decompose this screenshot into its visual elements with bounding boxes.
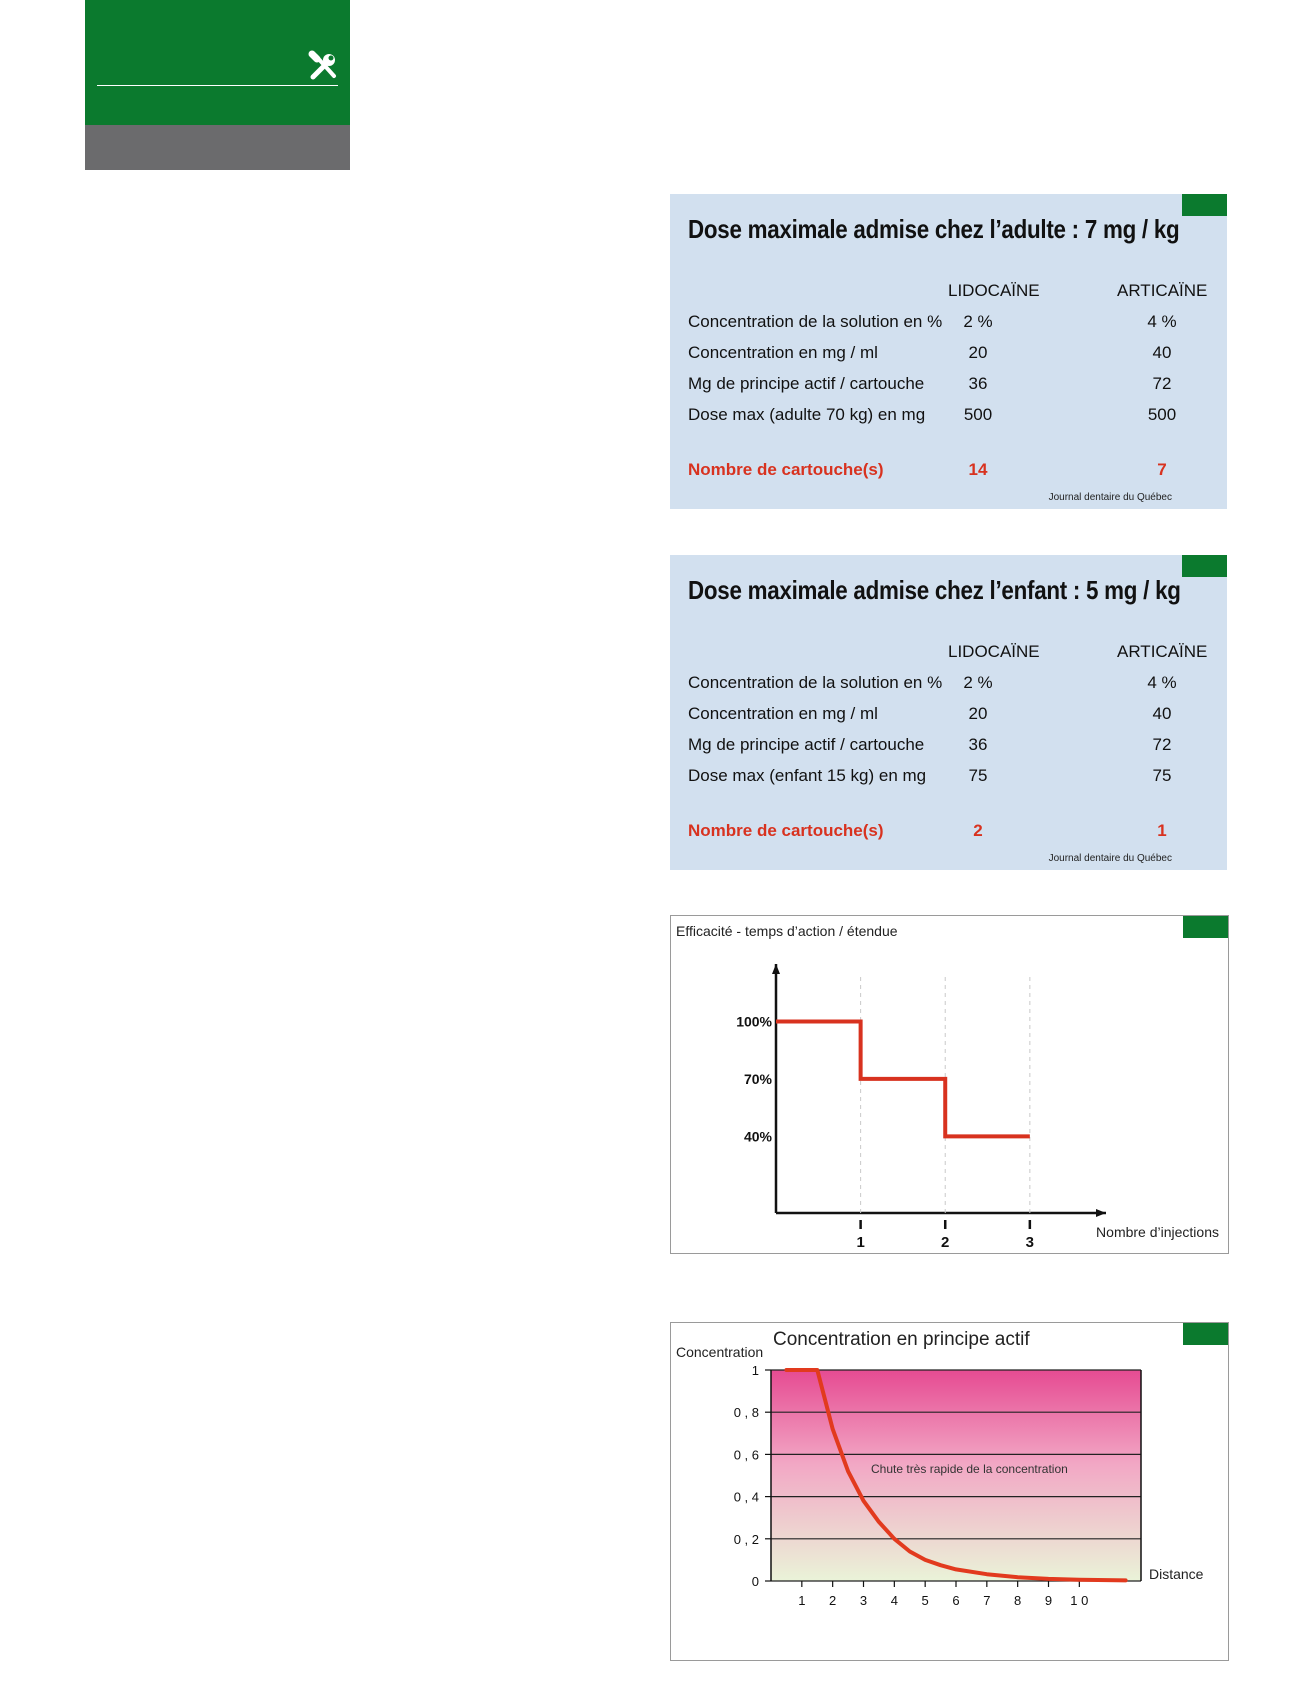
total-row xyxy=(688,821,1207,845)
row-label: Dose max (adulte 70 kg) en mg xyxy=(688,405,926,424)
col-lidocaine: LIDOCAÏNE xyxy=(948,281,1040,300)
x-tick-label: 3 xyxy=(859,1593,868,1608)
chart-annotation: Chute très rapide de la concentration xyxy=(871,1462,1068,1476)
x-tick-label: 6 xyxy=(952,1593,960,1608)
total-row xyxy=(688,460,1207,484)
x-axis-label: Nombre d’injections xyxy=(1096,1224,1219,1240)
arti-value: 75 xyxy=(1152,766,1172,785)
row-label: Mg de principe actif / cartouche xyxy=(688,374,925,393)
table-row xyxy=(688,766,1207,790)
concentration-chart xyxy=(671,1323,1226,1658)
arti-value: 72 xyxy=(1152,374,1172,393)
efficacy-chart-panel xyxy=(670,915,1229,1254)
table-row xyxy=(688,343,1207,367)
figure-tag xyxy=(1183,1323,1228,1345)
child-dose-title: Dose maximale admise chez l’enfant : 5 mg / kg xyxy=(688,575,1181,605)
section-header xyxy=(85,0,350,125)
x-tick-label: 7 xyxy=(983,1593,991,1608)
lido-total: 14 xyxy=(968,460,988,479)
x-axis-label: Distance xyxy=(1149,1566,1204,1582)
arti-value: 500 xyxy=(1147,405,1177,424)
table-row xyxy=(688,673,1207,697)
source-note: Journal dentaire du Québec xyxy=(1048,492,1172,503)
row-label: Concentration en mg / ml xyxy=(688,343,878,362)
y-tick-label: 0 , 6 xyxy=(733,1447,759,1463)
table-row xyxy=(688,735,1207,759)
row-label: Concentration en mg / ml xyxy=(688,704,878,723)
lido-total: 2 xyxy=(973,821,983,840)
lido-value: 2 % xyxy=(963,312,993,331)
y-tick-label: 0 , 8 xyxy=(733,1405,759,1421)
arti-value: 4 % xyxy=(1147,312,1177,331)
lido-value: 2 % xyxy=(963,673,993,692)
child-dose-table xyxy=(670,555,1227,870)
arti-value: 72 xyxy=(1152,735,1172,754)
x-tick-label: 3 xyxy=(1025,1234,1035,1251)
table-header-row xyxy=(688,642,1207,666)
row-label: Mg de principe actif / cartouche xyxy=(688,735,925,754)
figure-tag xyxy=(1182,194,1227,216)
arti-value: 40 xyxy=(1152,343,1172,362)
arti-total: 7 xyxy=(1157,460,1167,479)
y-axis-arrow xyxy=(772,964,780,974)
lido-value: 36 xyxy=(968,735,988,754)
section-subheader xyxy=(85,125,350,170)
figure-tag xyxy=(1182,555,1227,577)
row-label: Dose max (enfant 15 kg) en mg xyxy=(688,766,927,785)
y-axis-label: Concentration xyxy=(676,1344,764,1360)
lido-value: 20 xyxy=(968,343,988,362)
y-tick-label: 0 xyxy=(751,1574,759,1589)
y-tick-label: 100% xyxy=(736,1013,772,1030)
row-label: Concentration de la solution en % xyxy=(688,312,943,331)
x-tick-label: 2 xyxy=(829,1593,837,1608)
x-tick-label: 1 xyxy=(798,1593,806,1608)
efficacy-chart xyxy=(671,916,1226,1251)
header-divider xyxy=(97,85,338,86)
x-tick-label: 4 xyxy=(890,1593,898,1608)
x-tick-label: 9 xyxy=(1044,1593,1053,1608)
figure-tag xyxy=(1183,916,1228,938)
efficacy-step-line xyxy=(776,1021,1030,1136)
table-row xyxy=(688,374,1207,398)
y-tick-label: 0 , 2 xyxy=(733,1531,759,1547)
total-label: Nombre de cartouche(s) xyxy=(688,821,884,840)
col-articaine: ARTICAÏNE xyxy=(1117,281,1208,300)
concentration-chart-panel xyxy=(670,1322,1229,1661)
lido-value: 500 xyxy=(963,405,993,424)
lido-value: 20 xyxy=(968,704,988,723)
table-header-row xyxy=(688,281,1207,305)
chart-title: Efficacité - temps d’action / étendue xyxy=(676,923,898,939)
x-tick-label: 5 xyxy=(921,1593,929,1608)
adult-dose-table xyxy=(670,194,1227,509)
table-row xyxy=(688,405,1207,429)
arti-value: 4 % xyxy=(1147,673,1177,692)
x-tick-label: 8 xyxy=(1014,1593,1022,1608)
source-note: Journal dentaire du Québec xyxy=(1048,853,1172,864)
lido-value: 75 xyxy=(968,766,988,785)
y-tick-label: 70% xyxy=(743,1070,772,1087)
x-tick-label: 1 xyxy=(856,1234,865,1251)
lido-value: 36 xyxy=(968,374,988,393)
table-row xyxy=(688,704,1207,728)
col-articaine: ARTICAÏNE xyxy=(1117,642,1208,661)
row-label: Concentration de la solution en % xyxy=(688,673,943,692)
tools-icon xyxy=(308,50,340,82)
y-tick-label: 40% xyxy=(743,1128,772,1145)
table-row xyxy=(688,312,1207,336)
total-label: Nombre de cartouche(s) xyxy=(688,460,884,479)
chart-title: Concentration en principe actif xyxy=(773,1329,1030,1350)
y-tick-label: 0 , 4 xyxy=(733,1489,759,1505)
x-tick-label: 2 xyxy=(941,1234,950,1251)
adult-dose-title: Dose maximale admise chez l’adulte : 7 mg / kg xyxy=(688,214,1180,244)
y-tick-label: 1 xyxy=(751,1363,759,1378)
x-tick-label: 1 0 xyxy=(1070,1593,1089,1608)
arti-value: 40 xyxy=(1152,704,1172,723)
col-lidocaine: LIDOCAÏNE xyxy=(948,642,1040,661)
x-axis-arrow xyxy=(1096,1209,1106,1217)
arti-total: 1 xyxy=(1157,821,1167,840)
